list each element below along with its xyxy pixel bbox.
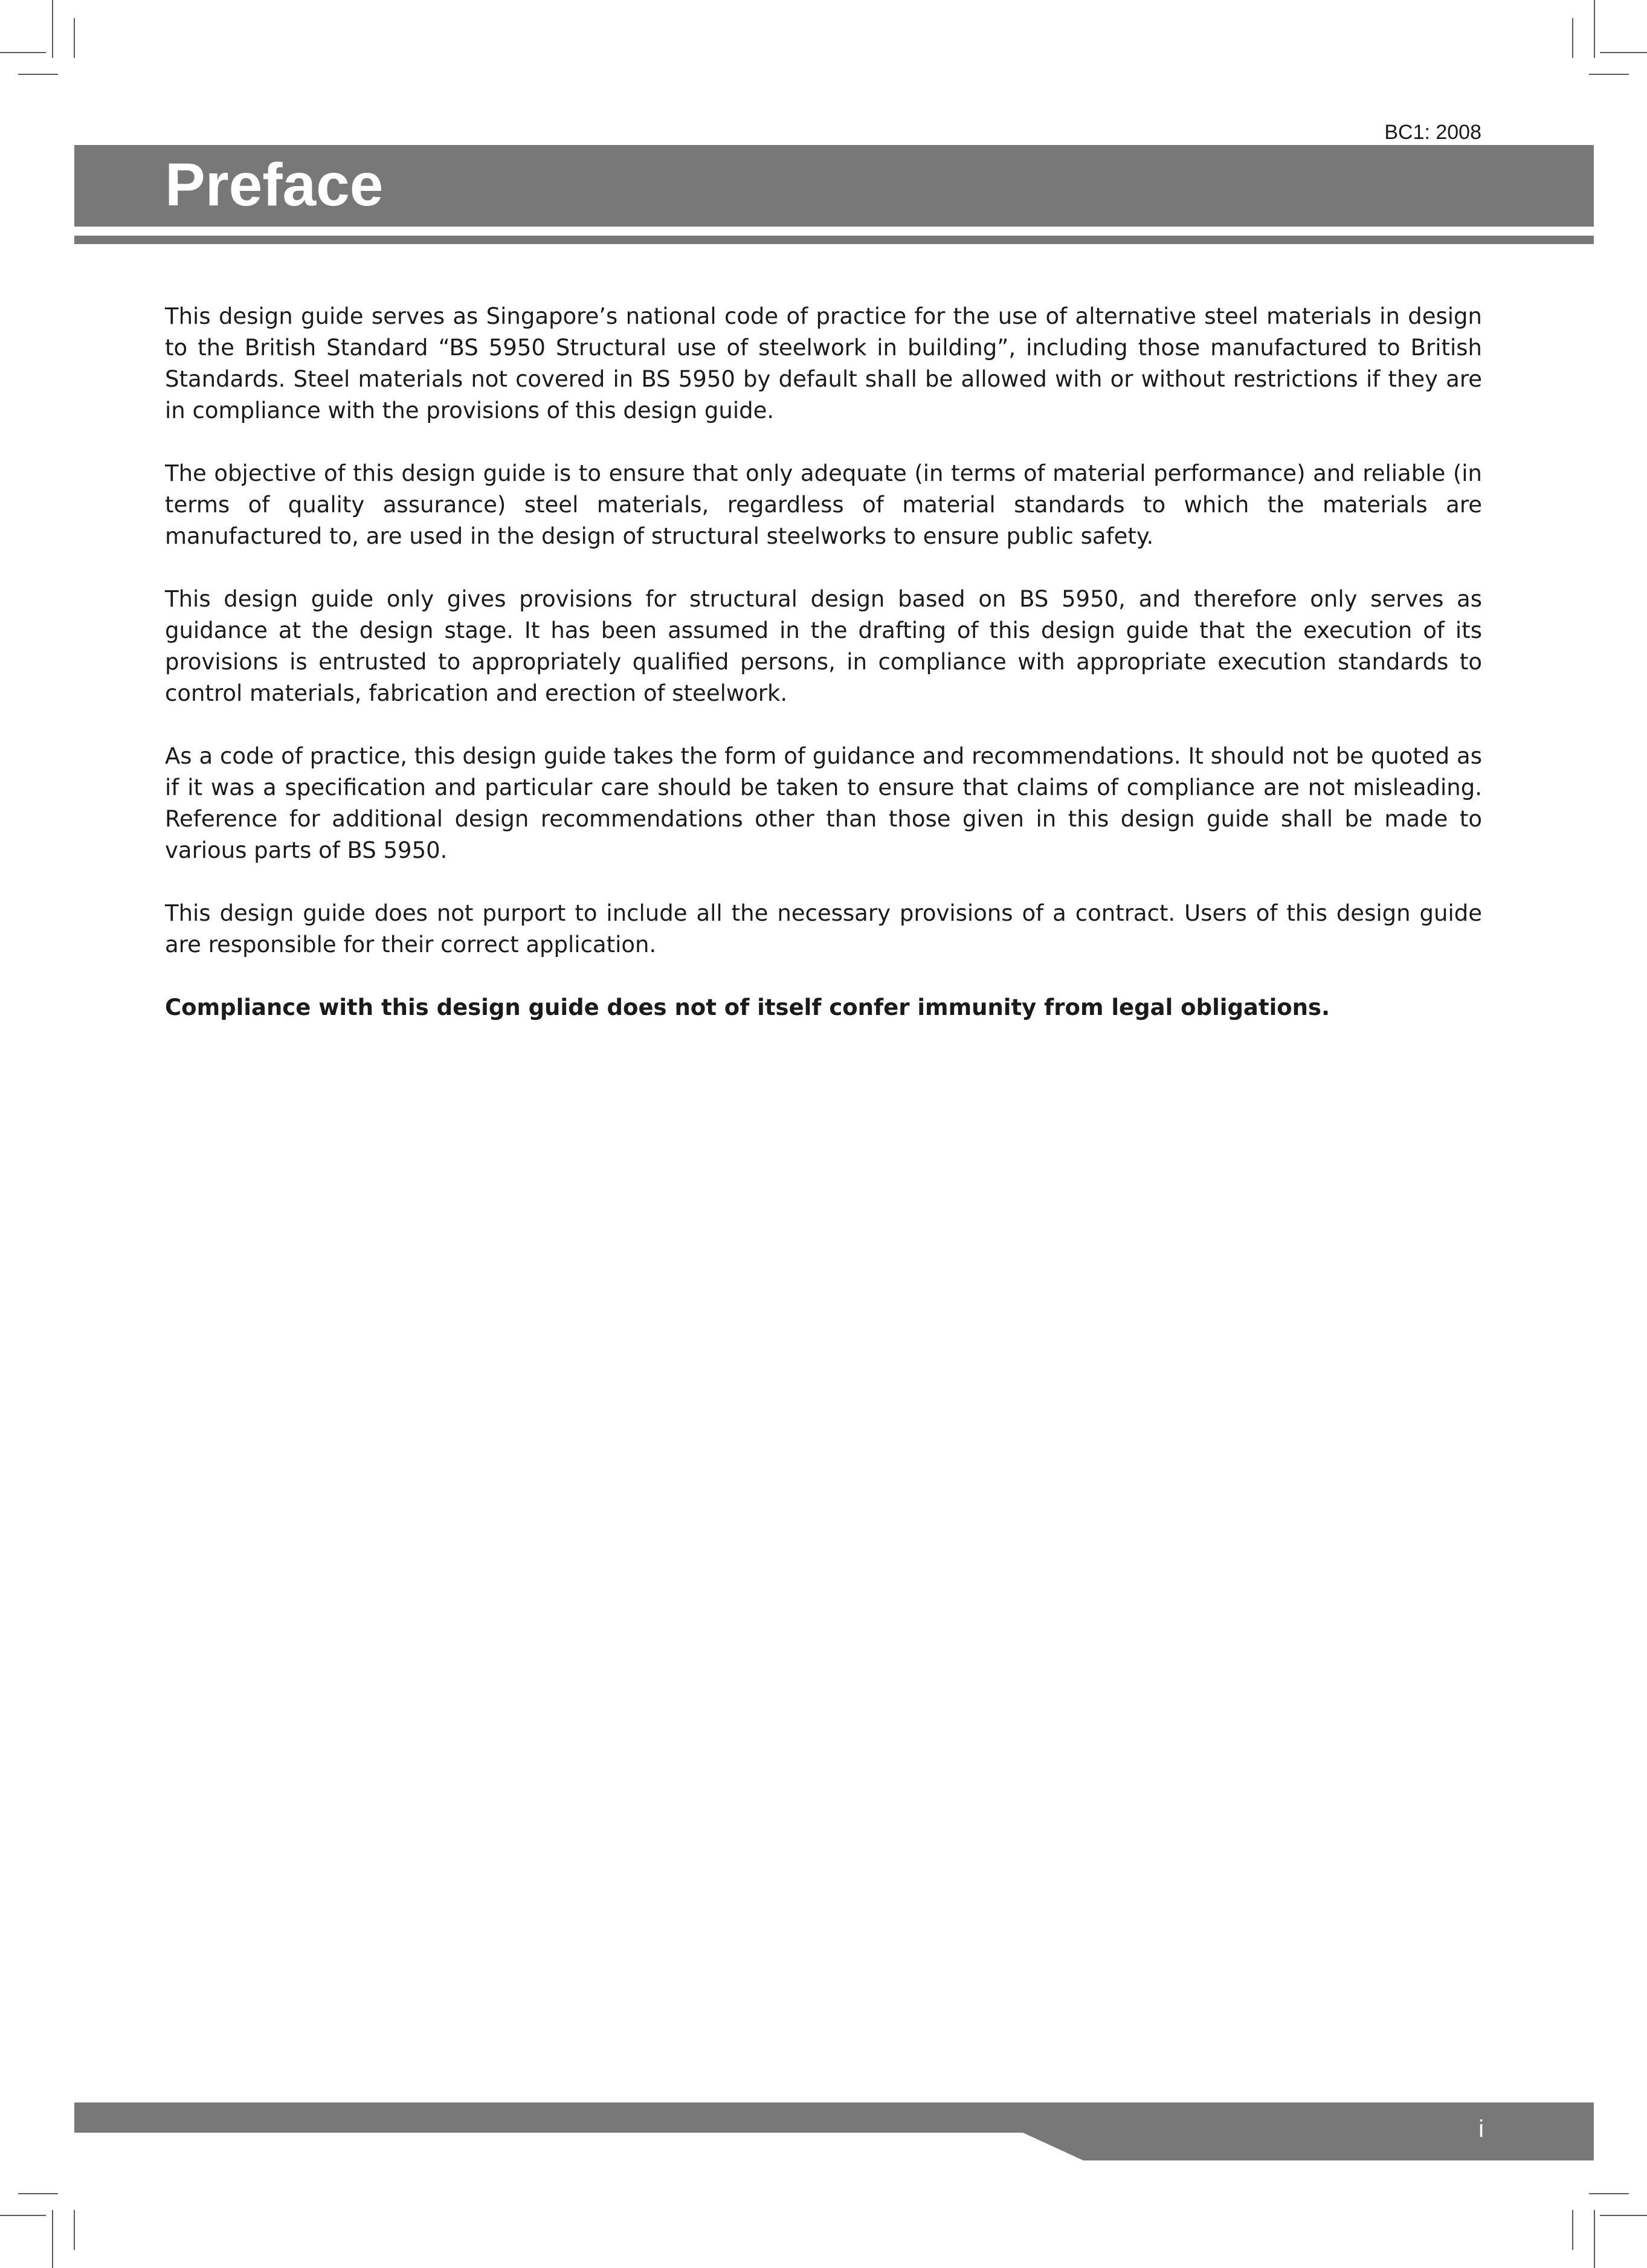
preface-body	[165, 301, 1482, 1055]
footer-bar	[74, 2102, 1594, 2160]
body-paragraph: This design guide does not purport to include all the necessary provisions of a contract. Users of this design guide are responsible for their correct application.	[165, 900, 1482, 958]
crop-mark	[1589, 74, 1629, 75]
crop-mark	[0, 2215, 46, 2216]
crop-mark	[1600, 52, 1647, 53]
crop-mark	[1572, 2210, 1573, 2250]
title-banner	[74, 145, 1594, 227]
crop-mark	[1594, 0, 1595, 58]
crop-mark	[18, 74, 58, 75]
crop-mark	[0, 52, 46, 53]
title-underline-rule	[74, 236, 1594, 244]
body-paragraph: As a code of practice, this design guide takes the form of guidance and recommendations. It should not be quoted as if it was a specification and particular care should be taken to ensure that claims of compliance are not misleading. Reference for additional design recommendations other than those given in this design guide shall be made to various parts of BS 5950.	[165, 743, 1482, 863]
crop-mark	[1589, 2193, 1629, 2194]
crop-mark	[1594, 2210, 1595, 2268]
document-code: BC1: 2008	[1384, 121, 1481, 144]
crop-mark	[52, 0, 53, 58]
body-paragraph: This design guide serves as Singapore’s national code of practice for the use of alternative steel materials in design to the British Standard “BS 5950 Structural use of steelwork in building”, including those manufactured to British Standards. Steel materials not covered in BS 5950 by default shall be allowed with or without restrictions if they are in compliance with the provisions of this design guide.	[165, 303, 1482, 424]
body-paragraph: This design guide only gives provisions for structural design based on BS 5950, and therefore only serves as guidance at the design stage. It has been assumed in the drafting of this design guide that the execution of its provisions is entrusted to appropriately qualified persons, in compliance with appropriate execution standards to control materials, fabrication and erection of steelwork.	[165, 586, 1482, 706]
compliance-statement: Compliance with this design guide does not of itself confer immunity from legal obligations.	[165, 994, 1330, 1020]
crop-mark	[74, 18, 75, 58]
crop-mark	[18, 2193, 58, 2194]
crop-mark	[74, 2210, 75, 2250]
body-paragraph: The objective of this design guide is to ensure that only adequate (in terms of material performance) and reliable (in terms of quality assurance) steel materials, regardless of material standards to which the materials are manufactured to, are used in the design of structural steelworks to ensure public safety.	[165, 460, 1482, 549]
page-number: i	[1478, 2116, 1484, 2142]
crop-mark	[52, 2210, 53, 2268]
page-title: Preface	[165, 151, 384, 219]
crop-mark	[1600, 2215, 1647, 2216]
crop-mark	[1572, 18, 1573, 58]
